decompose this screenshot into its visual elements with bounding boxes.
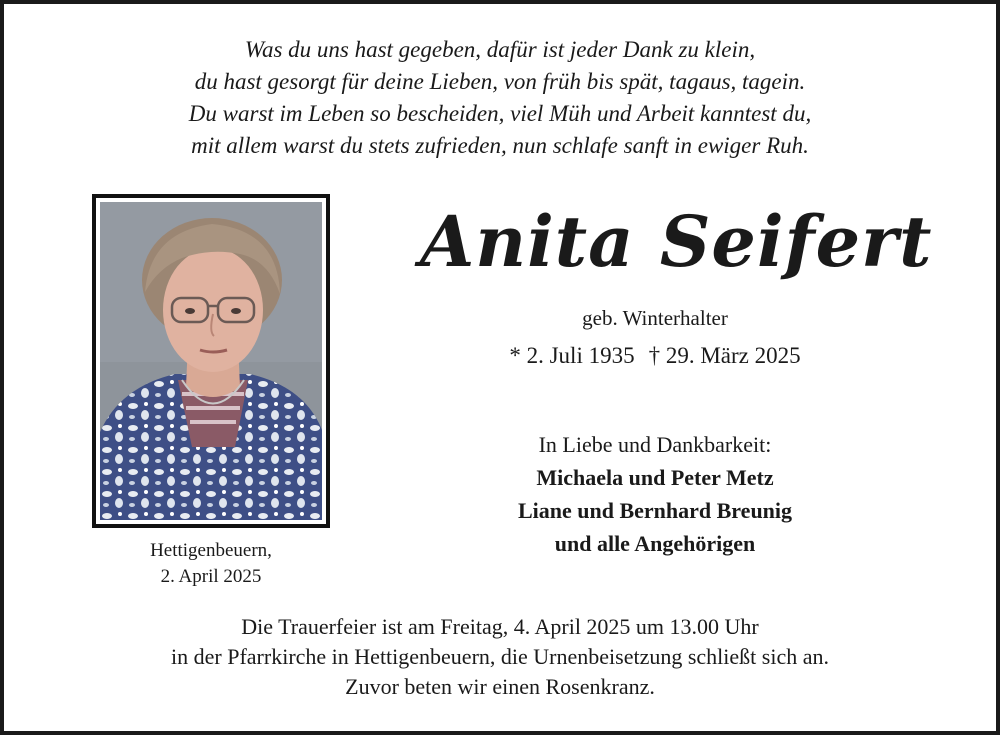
mourner-line: und alle Angehörigen [554,531,756,556]
funeral-line: Die Trauerfeier ist am Freitag, 4. April 2025 um 13.00 Uhr [241,614,759,639]
notice-date: 2. April 2025 [160,566,262,587]
poem-line: du hast gesorgt für deine Lieben, von früh bis spät, tagaus, tagein. [194,69,806,94]
mourners-intro: In Liebe und Dankbarkeit: [538,432,772,457]
place-and-date [92,538,330,590]
portrait-photo [92,194,330,528]
poem-line: Was du uns hast gegeben, dafür ist jeder Dank zu klein, [244,37,756,62]
mourner-line: Michaela und Peter Metz [536,465,774,490]
funeral-information [40,612,960,702]
life-dates [455,340,855,372]
funeral-line: Zuvor beten wir einen Rosenkranz. [345,674,655,699]
funeral-line: in der Pfarrkirche in Hettigenbeuern, die Urnenbeisetzung schließt sich an. [171,644,829,669]
poem-line: mit allem warst du stets zufrieden, nun schlafe sanft in ewiger Ruh. [191,133,809,158]
mourners-block [455,428,855,560]
death-date: † 29. März 2025 [648,343,801,368]
mourner-line: Liane und Bernhard Breunig [517,498,793,523]
birth-name: geb. Winterhalter [582,306,728,330]
deceased-name: Anita Seifert [420,200,933,283]
poem-line: Du warst im Leben so bescheiden, viel Müh und Arbeit kanntest du, [188,101,812,126]
portrait-image [100,202,322,520]
place-name: Hettigenbeuern, [150,540,272,561]
memorial-poem [60,34,940,162]
birth-date: * 2. Juli 1935 [509,343,635,368]
